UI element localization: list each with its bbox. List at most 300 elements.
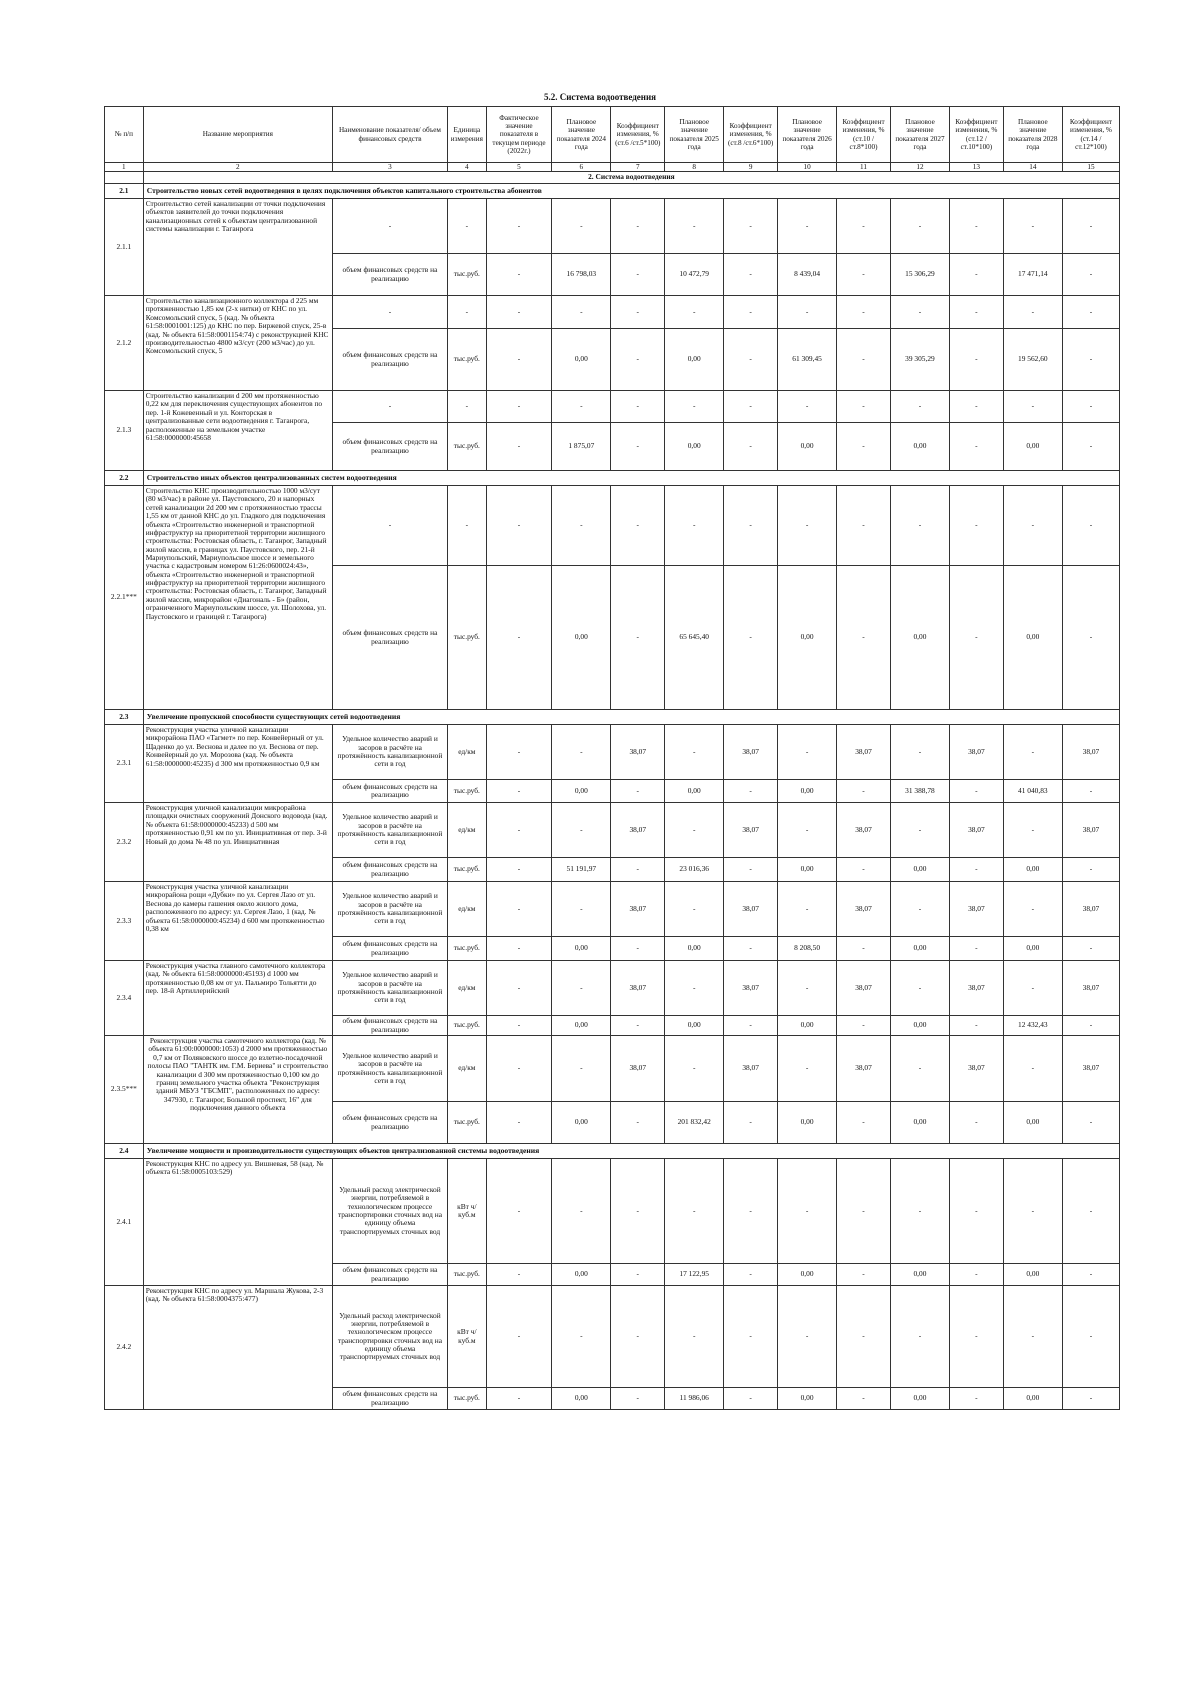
header-cell: Плановое значение показателя 2024 года	[552, 107, 611, 163]
value-cell: -	[724, 199, 778, 254]
value-cell: -	[724, 780, 778, 803]
financing-unit: тыс.руб.	[447, 1102, 486, 1144]
value-cell: 38,07	[611, 882, 665, 937]
header-cell: Коэффициент изменения, % (ст.6 /ст.5*100)	[611, 107, 665, 163]
value-cell: -	[1062, 1159, 1119, 1264]
financing-label: объем финансовых средств на реализацию	[332, 1264, 447, 1286]
item-number: 2.2.1***	[105, 486, 144, 710]
value-cell: 0,00	[665, 329, 724, 391]
value-cell: -	[486, 566, 552, 710]
item-row-indicator	[105, 1159, 1120, 1264]
financing-label: объем финансовых средств на реализацию	[332, 254, 447, 296]
section-title: Увеличение пропускной способности существующих сетей водоотведения	[143, 710, 1119, 725]
value-cell: -	[950, 329, 1004, 391]
financing-unit: тыс.руб.	[447, 937, 486, 961]
item-row-indicator	[105, 296, 1120, 329]
value-cell: -	[950, 1388, 1004, 1410]
column-number-row	[105, 163, 1120, 172]
value-cell: -	[1003, 725, 1062, 780]
value-cell: -	[837, 486, 891, 566]
header-cell: Коэффициент изменения, % (ст.8 /ст.6*100)	[724, 107, 778, 163]
value-cell: -	[724, 1016, 778, 1036]
value-cell: -	[486, 1264, 552, 1286]
value-cell: -	[1003, 1286, 1062, 1388]
column-number: 11	[837, 163, 891, 172]
value-cell: 23 016,36	[665, 858, 724, 882]
value-cell: -	[447, 199, 486, 254]
value-cell: 38,07	[837, 961, 891, 1016]
value-cell: 0,00	[1003, 1102, 1062, 1144]
value-cell: -	[724, 1159, 778, 1264]
financing-label: объем финансовых средств на реализацию	[332, 566, 447, 710]
value-cell: 0,00	[665, 423, 724, 471]
value-cell: -	[950, 391, 1004, 423]
financing-label: объем финансовых средств на реализацию	[332, 1016, 447, 1036]
value-cell: 0,00	[890, 566, 949, 710]
indicator-unit: ед/км	[447, 1036, 486, 1102]
value-cell: 0,00	[890, 1102, 949, 1144]
section-number: 2.4	[105, 1144, 144, 1159]
value-cell: -	[890, 486, 949, 566]
item-name: Реконструкция участка уличной канализации микрорайона рощи «Дубки» по ул. Сергея Лазо от ул. Веснова до камеры гашения около жилого дома, расположенного по адресу: ул. Сергея Лазо, 1 (кад. № объекта 61:58:0000000:45234) d 600 мм протяженностью 0,38 км	[143, 882, 332, 961]
value-cell: -	[837, 937, 891, 961]
value-cell: -	[890, 1286, 949, 1388]
value-cell: -	[837, 1016, 891, 1036]
system-title-row	[105, 172, 1120, 184]
value-cell: -	[837, 423, 891, 471]
value-cell: -	[486, 1036, 552, 1102]
value-cell: -	[724, 423, 778, 471]
value-cell: -	[778, 391, 837, 423]
value-cell: -	[1062, 1102, 1119, 1144]
value-cell: -	[611, 486, 665, 566]
item-row-indicator	[105, 803, 1120, 858]
financing-unit: тыс.руб.	[447, 423, 486, 471]
value-cell: -	[1003, 1036, 1062, 1102]
value-cell: -	[1062, 1264, 1119, 1286]
value-cell: 38,07	[1062, 961, 1119, 1016]
value-cell: -	[724, 566, 778, 710]
section-row	[105, 710, 1120, 725]
value-cell: 0,00	[778, 1264, 837, 1286]
value-cell: 38,07	[837, 882, 891, 937]
value-cell: -	[665, 961, 724, 1016]
item-name: Реконструкция КНС по адресу ул. Маршала Жукова, 2-3 (кад. № объекта 61:58:0004375:477)	[143, 1286, 332, 1410]
value-cell: -	[552, 961, 611, 1016]
value-cell: -	[837, 329, 891, 391]
value-cell: -	[486, 1286, 552, 1388]
value-cell: -	[552, 199, 611, 254]
item-row-indicator	[105, 1036, 1120, 1102]
item-row-indicator	[105, 199, 1120, 254]
value-cell: 1 875,07	[552, 423, 611, 471]
value-cell: -	[447, 296, 486, 329]
financing-unit: тыс.руб.	[447, 566, 486, 710]
value-cell: -	[1062, 566, 1119, 710]
value-cell: -	[1062, 858, 1119, 882]
value-cell: 0,00	[665, 1016, 724, 1036]
value-cell: -	[837, 1159, 891, 1264]
item-name: Строительство КНС производительностью 1000 м3/сут (80 м3/час) в районе ул. Паустовского, 20 и напорных сетей канализации 2d 200 мм с протяженностью трассы 1,55 км от данной КНС до ул. Гладкого для подключения объекта «Строительство инженерной и транспортной инфраструктур на приоритетной территории жилищного строительства: Ростовская область, г. Таганрог, Западный жилой массив, в границах ул. Паустовского, пер. 21-й Мариупольский, Мариупольское шоссе и земельного участка с кадастровым номером 61:26:0600024:43», объекта «Строительство инженерной и транспортной инфраструктур на приоритетной территории жилищного строительства: Ростовская область, г. Таганрог, Западный жилой массив, микрорайон «Диагональ - Б» (район, ограниченного Мариупольским шоссе, ул. Шолохова, ул. Паустовского и границей г. Таганрога)	[143, 486, 332, 710]
value-cell: -	[1062, 391, 1119, 423]
value-cell: -	[950, 423, 1004, 471]
value-cell: -	[837, 1286, 891, 1388]
value-cell: -	[665, 1286, 724, 1388]
value-cell: 0,00	[890, 1264, 949, 1286]
column-number: 12	[890, 163, 949, 172]
value-cell: -	[1062, 1388, 1119, 1410]
value-cell: 38,07	[611, 1036, 665, 1102]
value-cell: 38,07	[611, 803, 665, 858]
value-cell: 16 798,03	[552, 254, 611, 296]
value-cell: -	[447, 391, 486, 423]
value-cell: -	[486, 199, 552, 254]
header-cell: Название мероприятия	[143, 107, 332, 163]
value-cell: -	[1003, 961, 1062, 1016]
value-cell: -	[724, 937, 778, 961]
indicator-name: Удельное количество аварий и засоров в расчёте на протяжённость канализационной сети в год	[332, 725, 447, 780]
value-cell: -	[890, 882, 949, 937]
value-cell: -	[486, 961, 552, 1016]
value-cell: -	[611, 1264, 665, 1286]
value-cell: 0,00	[778, 566, 837, 710]
value-cell: -	[1062, 254, 1119, 296]
value-cell: -	[611, 1016, 665, 1036]
value-cell: 38,07	[724, 961, 778, 1016]
value-cell: -	[486, 391, 552, 423]
section-row	[105, 184, 1120, 199]
water-disposal-table	[104, 106, 1120, 1410]
value-cell: -	[486, 803, 552, 858]
indicator-unit: кВт ч/куб.м	[447, 1286, 486, 1388]
indicator-name: Удельное количество аварий и засоров в расчёте на протяжённость канализационной сети в год	[332, 1036, 447, 1102]
value-cell: 0,00	[552, 1388, 611, 1410]
value-cell: 0,00	[778, 858, 837, 882]
value-cell: 0,00	[665, 937, 724, 961]
financing-label: объем финансовых средств на реализацию	[332, 1102, 447, 1144]
value-cell: 0,00	[1003, 937, 1062, 961]
value-cell: -	[950, 199, 1004, 254]
value-cell: -	[778, 1036, 837, 1102]
value-cell: -	[611, 391, 665, 423]
value-cell: -	[950, 780, 1004, 803]
value-cell: -	[486, 1159, 552, 1264]
header-cell: Фактическое значение показателя в текущем периоде (2022г.)	[486, 107, 552, 163]
value-cell: -	[665, 199, 724, 254]
value-cell: -	[611, 1102, 665, 1144]
value-cell: -	[332, 391, 447, 423]
system-title: 2. Система водоотведения	[143, 172, 1119, 184]
value-cell: -	[890, 1159, 949, 1264]
value-cell: -	[611, 1388, 665, 1410]
value-cell: 17 122,95	[665, 1264, 724, 1286]
value-cell: 201 832,42	[665, 1102, 724, 1144]
section-row	[105, 1144, 1120, 1159]
item-name: Строительство сетей канализации от точки подключения объектов заявителей до точки подключения канализационных сетей к объектам централизованной системы канализации г. Таганрога	[143, 199, 332, 296]
table-header-row	[105, 107, 1120, 163]
value-cell: -	[950, 1016, 1004, 1036]
item-name: Реконструкция участка уличной канализации микрорайона ПАО «Тагмет» по пер. Конвейерный от ул. Щаденко до ул. Веснова и далее по ул. Веснова от пер. Конвейерный до ул. Морозова (кад. № объекта 61:58:0000000:45235) d 300 мм протяженностью 0,9 км	[143, 725, 332, 803]
item-row-indicator	[105, 486, 1120, 566]
value-cell: 12 432,43	[1003, 1016, 1062, 1036]
value-cell: 0,00	[552, 780, 611, 803]
value-cell: 0,00	[1003, 1388, 1062, 1410]
value-cell: -	[486, 1016, 552, 1036]
item-row-indicator	[105, 961, 1120, 1016]
value-cell: -	[950, 566, 1004, 710]
section-title: Строительство новых сетей водоотведения в целях подключения объектов капитального строительства абонентов	[143, 184, 1119, 199]
value-cell: -	[837, 199, 891, 254]
value-cell: -	[890, 1036, 949, 1102]
value-cell: -	[778, 1159, 837, 1264]
column-number: 14	[1003, 163, 1062, 172]
value-cell: -	[837, 1388, 891, 1410]
value-cell: -	[486, 937, 552, 961]
section-title: Увеличение мощности и производительности существующих объектов централизованной системы водоотведения	[143, 1144, 1119, 1159]
value-cell: -	[778, 961, 837, 1016]
value-cell: -	[724, 1264, 778, 1286]
value-cell: 0,00	[552, 329, 611, 391]
value-cell: -	[778, 803, 837, 858]
value-cell: 0,00	[890, 1016, 949, 1036]
value-cell: -	[552, 725, 611, 780]
value-cell: 31 388,78	[890, 780, 949, 803]
value-cell: 0,00	[1003, 423, 1062, 471]
value-cell: 0,00	[778, 780, 837, 803]
value-cell: -	[486, 296, 552, 329]
document-title: 5.2. Система водоотведения	[543, 92, 657, 102]
value-cell: 19 562,60	[1003, 329, 1062, 391]
value-cell: -	[665, 486, 724, 566]
value-cell: -	[950, 937, 1004, 961]
value-cell: -	[778, 1286, 837, 1388]
value-cell: -	[611, 254, 665, 296]
financing-unit: тыс.руб.	[447, 780, 486, 803]
header-cell: Коэффициент изменения, % (ст.12 /ст.10*100)	[950, 107, 1004, 163]
financing-label: объем финансовых средств на реализацию	[332, 937, 447, 961]
financing-label: объем финансовых средств на реализацию	[332, 329, 447, 391]
value-cell: -	[552, 882, 611, 937]
value-cell: 8 439,04	[778, 254, 837, 296]
value-cell: 41 040,83	[1003, 780, 1062, 803]
financing-unit: тыс.руб.	[447, 858, 486, 882]
value-cell: -	[611, 296, 665, 329]
value-cell: -	[611, 1286, 665, 1388]
value-cell: -	[665, 391, 724, 423]
value-cell: -	[950, 254, 1004, 296]
value-cell: -	[665, 725, 724, 780]
column-number: 3	[332, 163, 447, 172]
value-cell: 15 306,29	[890, 254, 949, 296]
item-name: Реконструкция участка самотечного коллектора (кад. № объекта 61:00:0000000:1053) d 2000 мм протяженностью 0,7 км от Поляковского шоссе до взлетно-посадочной полосы ПАО "ТАНТК им. Г.М. Бериева" и строительство канализации d 300 мм протяженностью 0,100 км до границ земельного участка объекта "Реконструкция зданий МБУЗ "ГБСМП", расположенных по адресу: 347930, г. Таганрог, Большой проспект, 16" для подключения данного объекта	[143, 1036, 332, 1144]
indicator-unit: ед/км	[447, 961, 486, 1016]
value-cell: 0,00	[778, 1388, 837, 1410]
indicator-unit: ед/км	[447, 882, 486, 937]
financing-label: объем финансовых средств на реализацию	[332, 858, 447, 882]
value-cell: 0,00	[890, 858, 949, 882]
indicator-unit: кВт ч/куб.м	[447, 1159, 486, 1264]
item-row-indicator	[105, 882, 1120, 937]
value-cell: -	[1003, 391, 1062, 423]
value-cell: 38,07	[950, 882, 1004, 937]
value-cell: 38,07	[724, 725, 778, 780]
value-cell: -	[724, 1286, 778, 1388]
value-cell: -	[611, 937, 665, 961]
indicator-name: Удельное количество аварий и засоров в расчёте на протяжённость канализационной сети в год	[332, 803, 447, 858]
value-cell: -	[611, 780, 665, 803]
value-cell: -	[486, 254, 552, 296]
header-cell: Плановое значение показателя 2028 года	[1003, 107, 1062, 163]
value-cell: -	[950, 486, 1004, 566]
item-number: 2.3.4	[105, 961, 144, 1036]
value-cell: -	[1062, 780, 1119, 803]
value-cell: 38,07	[950, 803, 1004, 858]
column-number: 1	[105, 163, 144, 172]
financing-label: объем финансовых средств на реализацию	[332, 780, 447, 803]
value-cell: 38,07	[950, 1036, 1004, 1102]
value-cell: -	[724, 1102, 778, 1144]
value-cell: -	[1062, 1286, 1119, 1388]
value-cell: -	[778, 199, 837, 254]
value-cell: -	[837, 1102, 891, 1144]
column-number: 6	[552, 163, 611, 172]
value-cell: -	[486, 725, 552, 780]
header-cell: Коэффициент изменения, % (ст.10 /ст.8*100)	[837, 107, 891, 163]
item-name: Реконструкция участка главного самотечного коллектора (кад. № объекта 61:58:0000000:45193) d 1000 мм протяженностью 0,08 км от ул. Пальмиро Тольятти до пер. 18-й Артиллерийский	[143, 961, 332, 1036]
financing-label: объем финансовых средств на реализацию	[332, 1388, 447, 1410]
value-cell: -	[611, 329, 665, 391]
value-cell: 0,00	[552, 1016, 611, 1036]
column-number: 10	[778, 163, 837, 172]
value-cell: -	[724, 329, 778, 391]
column-number: 15	[1062, 163, 1119, 172]
value-cell: -	[1003, 803, 1062, 858]
value-cell: -	[611, 566, 665, 710]
section-row	[105, 471, 1120, 486]
item-number: 2.1.1	[105, 199, 144, 296]
item-number: 2.3.2	[105, 803, 144, 882]
value-cell: 0,00	[778, 1102, 837, 1144]
column-number: 4	[447, 163, 486, 172]
item-number: 2.1.3	[105, 391, 144, 471]
item-name: Реконструкция КНС по адресу ул. Вишневая, 58 (кад. № объекта 61:58:0005103:529)	[143, 1159, 332, 1286]
value-cell: -	[1003, 1159, 1062, 1264]
header-cell: Плановое значение показателя 2026 года	[778, 107, 837, 163]
value-cell: -	[724, 858, 778, 882]
value-cell: -	[552, 296, 611, 329]
value-cell: -	[1062, 199, 1119, 254]
item-number: 2.3.1	[105, 725, 144, 803]
value-cell: -	[552, 1286, 611, 1388]
value-cell: -	[486, 486, 552, 566]
financing-unit: тыс.руб.	[447, 1264, 486, 1286]
value-cell: 51 191,97	[552, 858, 611, 882]
value-cell: -	[611, 423, 665, 471]
item-name: Строительство канализации d 200 мм протяженностью 0,22 км для переключения существующих абонентов по пер. 1-й Кожевенный и ул. Конторская в централизованные сети водоотведения г. Таганрога, расположенные на земельном участке 61:58:0000000:45658	[143, 391, 332, 471]
value-cell: 38,07	[950, 961, 1004, 1016]
value-cell: -	[890, 199, 949, 254]
value-cell: -	[665, 882, 724, 937]
value-cell: 0,00	[552, 1102, 611, 1144]
value-cell: -	[552, 1036, 611, 1102]
value-cell: -	[486, 882, 552, 937]
value-cell: 61 309,45	[778, 329, 837, 391]
value-cell: -	[890, 803, 949, 858]
header-cell: № п/п	[105, 107, 144, 163]
value-cell: -	[890, 296, 949, 329]
value-cell: 0,00	[552, 566, 611, 710]
header-cell: Плановое значение показателя 2025 года	[665, 107, 724, 163]
value-cell: -	[486, 329, 552, 391]
value-cell: -	[665, 1036, 724, 1102]
value-cell: -	[1062, 296, 1119, 329]
value-cell: 0,00	[552, 937, 611, 961]
value-cell: -	[950, 296, 1004, 329]
value-cell: 38,07	[837, 803, 891, 858]
value-cell: -	[724, 486, 778, 566]
value-cell: 38,07	[1062, 725, 1119, 780]
value-cell: -	[486, 780, 552, 803]
value-cell: 65 645,40	[665, 566, 724, 710]
value-cell: -	[665, 1159, 724, 1264]
value-cell: -	[837, 254, 891, 296]
column-number: 7	[611, 163, 665, 172]
value-cell: 0,00	[890, 937, 949, 961]
value-cell: 38,07	[724, 1036, 778, 1102]
value-cell: -	[1062, 423, 1119, 471]
value-cell: -	[837, 858, 891, 882]
value-cell: 39 305,29	[890, 329, 949, 391]
value-cell: 0,00	[1003, 858, 1062, 882]
header-cell: Коэффициент изменения, % (ст.14 /ст.12*100)	[1062, 107, 1119, 163]
blank-cell	[105, 172, 144, 184]
value-cell: 0,00	[890, 423, 949, 471]
value-cell: -	[1003, 199, 1062, 254]
value-cell: -	[837, 566, 891, 710]
column-number: 13	[950, 163, 1004, 172]
value-cell: 38,07	[950, 725, 1004, 780]
indicator-name: Удельное количество аварий и засоров в расчёте на протяжённость канализационной сети в год	[332, 961, 447, 1016]
value-cell: 11 986,06	[665, 1388, 724, 1410]
value-cell: -	[486, 1102, 552, 1144]
section-number: 2.1	[105, 184, 144, 199]
value-cell: 38,07	[724, 803, 778, 858]
value-cell: -	[1062, 937, 1119, 961]
value-cell: 0,00	[890, 1388, 949, 1410]
value-cell: -	[778, 725, 837, 780]
item-number: 2.1.2	[105, 296, 144, 391]
column-number: 8	[665, 163, 724, 172]
value-cell: -	[665, 803, 724, 858]
item-number: 2.3.5***	[105, 1036, 144, 1144]
item-number: 2.4.2	[105, 1286, 144, 1410]
value-cell: -	[552, 803, 611, 858]
value-cell: -	[724, 1388, 778, 1410]
section-number: 2.2	[105, 471, 144, 486]
item-number: 2.3.3	[105, 882, 144, 961]
value-cell: -	[552, 1159, 611, 1264]
value-cell: -	[837, 296, 891, 329]
value-cell: 0,00	[552, 1264, 611, 1286]
value-cell: -	[552, 486, 611, 566]
value-cell: -	[837, 391, 891, 423]
value-cell: -	[950, 1159, 1004, 1264]
value-cell: 17 471,14	[1003, 254, 1062, 296]
value-cell: -	[724, 391, 778, 423]
value-cell: -	[778, 296, 837, 329]
value-cell: 38,07	[611, 725, 665, 780]
value-cell: 0,00	[778, 1016, 837, 1036]
